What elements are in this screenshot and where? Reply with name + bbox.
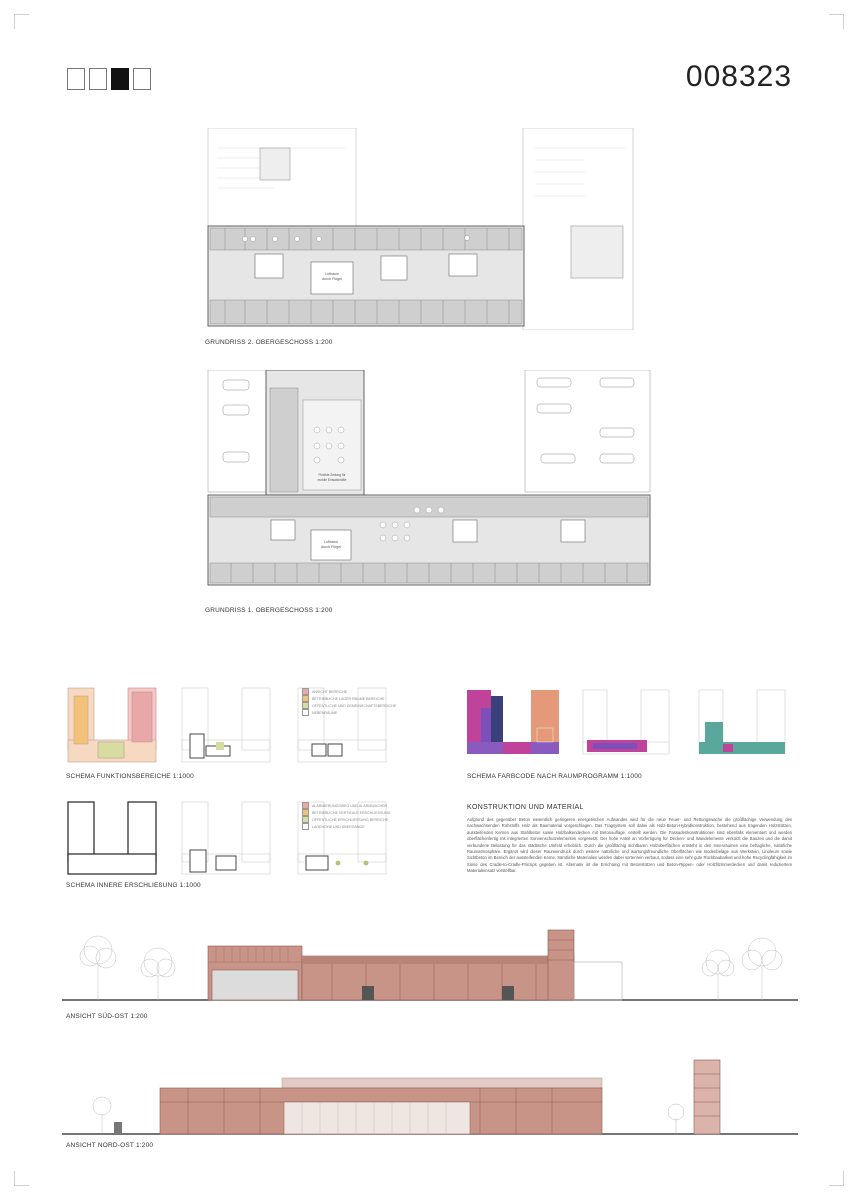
crop-mark-top-left <box>14 14 29 29</box>
functions-legend-item: ANSICHT BEREICHE <box>302 688 396 695</box>
sheet-indicator-box-1 <box>67 68 85 90</box>
atrium-label-upper-line2: durch Flügel <box>322 277 342 281</box>
functions-legend-item: NEBENRÄUME <box>302 709 396 716</box>
functions-schema-caption: SCHEMA FUNKTIONSBEREICHE 1:1000 <box>66 773 194 780</box>
legend-swatch <box>302 695 309 702</box>
floor-plan-first <box>205 370 655 600</box>
sheet-indicator-box-4 <box>133 68 151 90</box>
sheet-indicator-box-2 <box>89 68 107 90</box>
crop-mark-bottom-right <box>829 1171 844 1186</box>
construction-body-text: Aufgrund des gegenüber Beton wesentlich geringeren energetischen Aufwandes wird für die neue Feuer- und Rettungswache die großflächige Verwendung des nachwachsenden Rohstoffs Holz als Baumaterial vorgeschlagen. Das Tragsystem soll dabei als Holz-Beton-Hybridkonstruktion, bestehend aus tragenden Holzstützen, aussteifenden Kernen aus Stahlbeton sowie Holzbalkendecken mit Betonauflage, erstellt werden. Die Fassadenkonstruktionen sind ebenfalls elementiert und werden oberflächenfertig mit integrierten Sonnenschutzelementen vorgesetzt. Der hohe Anteil an Vorfertigung für Decken- und Wandelemente verkürzt die Bauzeit und die damit verbundene Belastung für das städtische Umfeld erheblich. Durch die großflächig sichtbaren Holzoberflächen entsteht in den Innenräumen eine behagliche, natürliche Raumatmosphäre. Ergänzt wird dieser Raumeindruck durch weitere natürliche und wartungsfreundliche Oberflächen wie Bodenbeläge aus Werkstein, Linoleum sowie Sichtbeton im Bereich der aussteifenden Kerne. Sämtliche Materialien werden dabei sortenrein verbaut, sodass eine sehr gute Rückbaubarkeit und hohe Recyclingfähigkeit im Sinne des Cradle-to-Cradle-Prinzips gegeben ist. Alternativ ist die Errichtung mit Betonstützen und Beton-Rippen- oder Holzfilzmmerdecken und damit reduziertem Materialeinsatz vorstellbar. <box>467 817 792 874</box>
color-code-schema-caption: SCHEMA FARBCODE NACH RAUMPROGRAMM 1:1000 <box>467 773 642 780</box>
elevation-north-east <box>62 1052 798 1140</box>
svg-text:mobile Einsatzkräfte: mobile Einsatzkräfte <box>317 478 347 482</box>
legend-swatch <box>302 823 309 830</box>
functions-legend-item: BETRIEBLICHE LAGER RÄUME BEREICHE <box>302 695 396 702</box>
first-floor-caption: GRUNDRISS 1. OBERGESCHOSS 1:200 <box>205 607 333 614</box>
svg-text:Flexible Zeitung für: Flexible Zeitung für <box>318 473 346 477</box>
circulation-schema-caption: SCHEMA INNERE ERSCHLIEßUNG 1:1000 <box>66 882 201 889</box>
crop-mark-top-right <box>829 14 844 29</box>
circulation-legend <box>302 802 390 830</box>
legend-swatch <box>302 816 309 823</box>
floor-plan-upper <box>205 128 655 330</box>
atrium-label-first-line1: Luftraum <box>323 540 339 544</box>
schema-color-code-diagrams <box>467 688 797 768</box>
legend-swatch <box>302 688 309 695</box>
circulation-legend-item: BETRIEBLICHE VERTIKALE ERSCHLIESSUNG <box>302 809 390 816</box>
legend-swatch <box>302 702 309 709</box>
legend-swatch <box>302 709 309 716</box>
south-east-elevation-caption: ANSICHT SÜD-OST 1:200 <box>66 1013 148 1020</box>
elevation-south-east <box>62 922 798 1006</box>
legend-swatch <box>302 809 309 816</box>
functions-legend <box>302 688 396 716</box>
sheet-indicator-box-3-active <box>111 68 129 90</box>
crop-mark-bottom-left <box>14 1171 29 1186</box>
circulation-legend-item: OFFENTLICHE ERSCHLIESSUNG BEREICHE <box>302 816 390 823</box>
atrium-label-first-line2: durch Flügel <box>321 545 341 549</box>
north-east-elevation-caption: ANSICHT NORD-OST 1:200 <box>66 1142 154 1149</box>
upper-floor-caption: GRUNDRISS 2. OBERGESCHOSS 1:200 <box>205 339 333 346</box>
construction-heading: KONSTRUKTION UND MATERIAL <box>467 804 584 811</box>
atrium-label-upper-line1: Luftraum <box>324 272 340 276</box>
page-id: 008323 <box>685 60 792 93</box>
circulation-legend-item: ALARMIERUNGSWEG UND ALARMWACHEN <box>302 802 390 809</box>
functions-legend-item: OFFENTLICHE UND GEMEINSCHAFTSBEREICHE <box>302 702 396 709</box>
legend-swatch <box>302 802 309 809</box>
circulation-legend-item: LAGEHÖHE UND ÜBERGÄNGE <box>302 823 390 830</box>
